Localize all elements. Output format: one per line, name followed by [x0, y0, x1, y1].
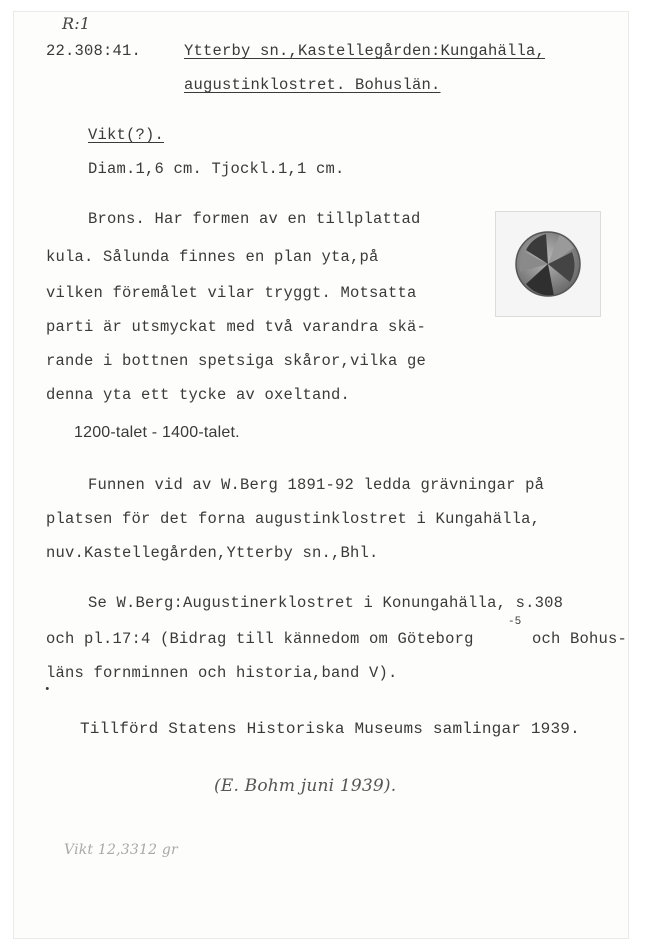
acquisition-note: Tillförd Statens Historiska Museums samlingar 1939.: [80, 720, 580, 738]
heading-site-2: augustinklostret. Bohuslän.: [184, 76, 441, 94]
object-photo: [495, 211, 601, 317]
object-name: Vikt(?).: [88, 126, 165, 144]
description-line: vilken föremålet vilar tryggt. Motsatta: [46, 284, 417, 302]
description-line: denna yta ett tycke av oxeltand.: [46, 386, 351, 404]
weight-note: Vikt 12,3312 gr: [64, 842, 178, 858]
bullet: •: [44, 684, 51, 696]
description-line: kula. Sålunda finnes en plan yta,på: [46, 248, 379, 266]
description-line: parti är utsmyckat med två varandra skä-: [46, 318, 427, 336]
description-line: rande i bottnen spetsiga skåror,vilka ge: [46, 352, 427, 370]
reference-line: läns fornminnen och historia,band V).: [46, 664, 398, 682]
reference-line: Se W.Berg:Augustinerklostret i Konungahälla, s.308: [88, 594, 564, 612]
find-line: nuv.Kastellegården,Ytterby sn.,Bhl.: [46, 544, 379, 562]
find-line: Funnen vid av W.Berg 1891-92 ledda grävningar på: [88, 476, 545, 494]
catalog-number: 22.308:41.: [46, 42, 142, 60]
dimensions: Diam.1,6 cm. Tjockl.1,1 cm.: [88, 160, 345, 178]
heading-site: Ytterby sn.,Kastellegården:Kungahälla,: [184, 42, 546, 60]
volume-note: -5: [508, 616, 522, 628]
weight-object-image: [496, 212, 600, 316]
reference-line: och Bohus-: [532, 630, 628, 648]
description-line: Brons. Har formen av en tillplattad: [88, 210, 421, 228]
dating: 1200-talet - 1400-talet.: [74, 424, 240, 441]
signature: (E. Bohm juni 1939).: [214, 776, 397, 796]
find-line: platsen för det forna augustinklostret i Kungahälla,: [46, 510, 541, 528]
register-mark: R:1: [62, 14, 91, 33]
reference-line: och pl.17:4 (Bidrag till kännedom om Göteborg: [46, 630, 474, 648]
catalog-card: [14, 12, 628, 938]
